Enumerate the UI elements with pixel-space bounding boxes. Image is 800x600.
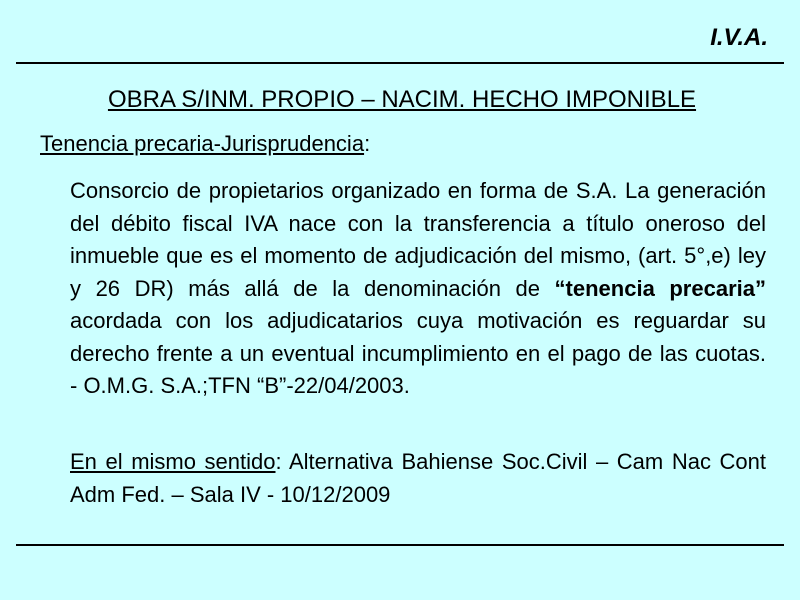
top-divider xyxy=(16,62,784,64)
section-heading-label: Tenencia precaria-Jurisprudencia xyxy=(40,131,365,156)
header-title: I.V.A. xyxy=(710,24,768,51)
jurisprudence-paragraph xyxy=(70,175,766,403)
same-sense-label: En el mismo sentido xyxy=(70,449,276,474)
paragraph-bold-term: “tenencia precaria” xyxy=(554,275,766,301)
section-heading xyxy=(40,131,370,157)
subject-heading: OBRA S/INM. PROPIO – NACIM. HECHO IMPONIBLE xyxy=(107,86,697,113)
paragraph-text-after: acordada con los adjudicatarios cuya motivación es reguardar su derecho frente a un eventual incumplimiento en el pago de las cuotas. - O.M.G. S.A.;TFN “B”-22/04/2003. xyxy=(70,308,766,398)
paragraph-text-before: Consorcio de propietarios organizado en forma de S.A. La generación del débito fiscal IVA nace con la transferencia a título oneroso del inmueble que es el momento de adjudicación del mismo, (art. 5°,e) ley y 26 DR) más allá de la denominación de xyxy=(70,178,766,301)
same-sense-paragraph xyxy=(70,446,766,511)
same-sense-reference: : Alternativa Bahiense Soc.Civil – Cam Nac Cont Adm Fed. – Sala IV - 10/12/2009 xyxy=(70,449,766,507)
section-heading-suffix: : xyxy=(364,131,371,156)
bottom-divider xyxy=(16,544,784,546)
